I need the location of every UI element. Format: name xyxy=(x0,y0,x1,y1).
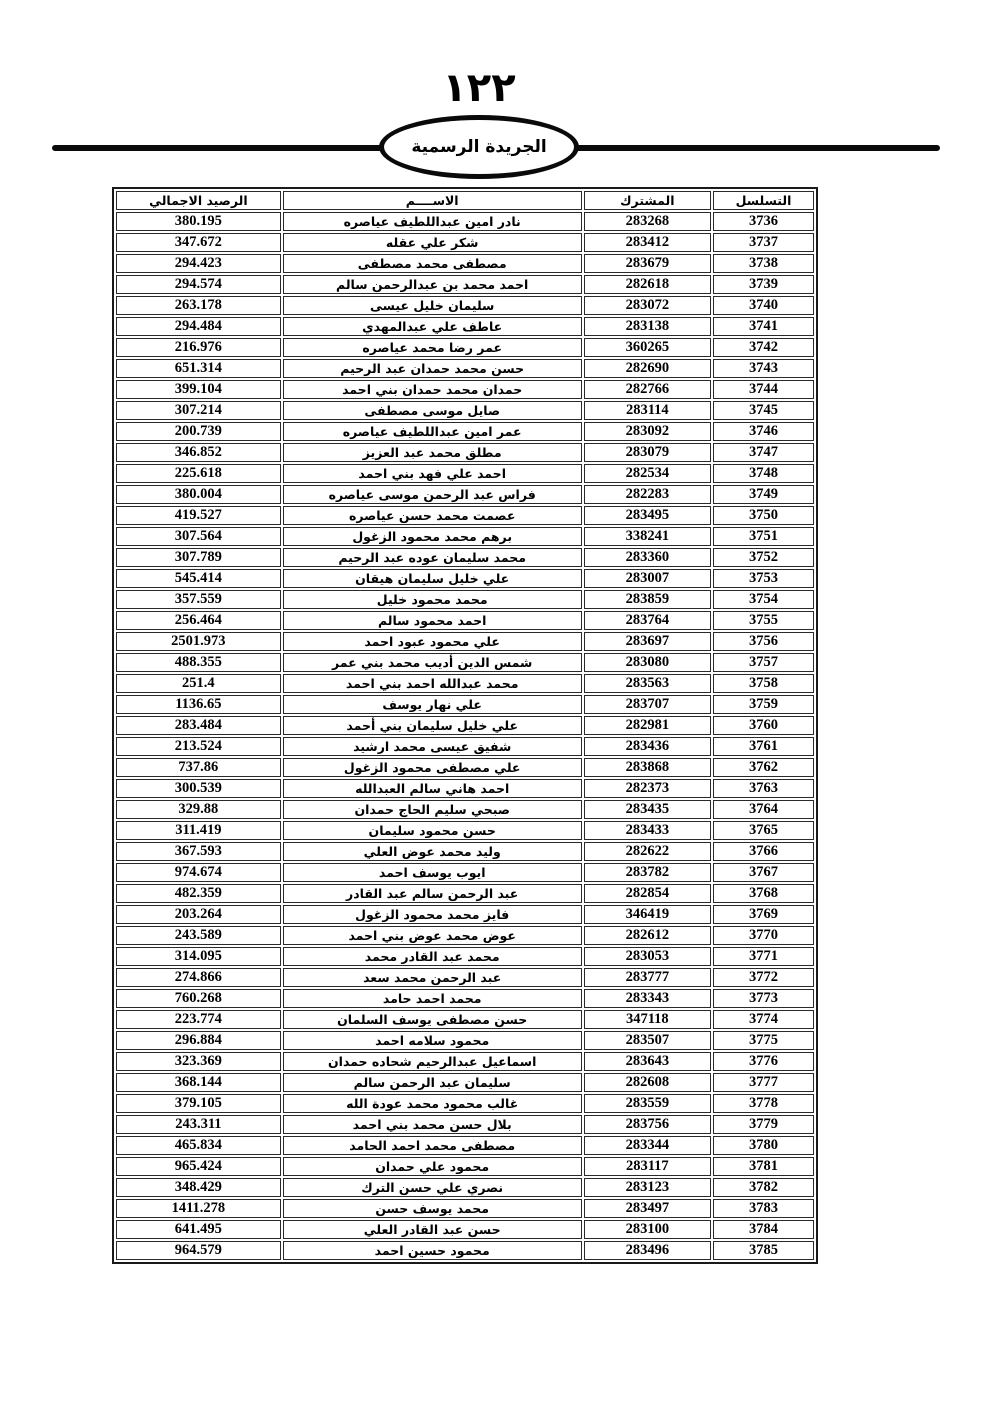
serial-cell: 3769 xyxy=(713,905,814,924)
subscriber-cell: 283563 xyxy=(584,674,711,693)
subscriber-cell: 282608 xyxy=(584,1073,711,1092)
name-cell: شكر علي عقله xyxy=(283,233,582,252)
serial-cell: 3778 xyxy=(713,1094,814,1113)
subscriber-cell: 283114 xyxy=(584,401,711,420)
serial-cell: 3738 xyxy=(713,254,814,273)
serial-cell: 3753 xyxy=(713,569,814,588)
subscriber-cell: 282854 xyxy=(584,884,711,903)
balance-cell: 651.314 xyxy=(116,359,281,378)
table-row xyxy=(116,884,814,903)
balance-cell: 545.414 xyxy=(116,569,281,588)
balance-cell: 243.589 xyxy=(116,926,281,945)
serial-cell: 3740 xyxy=(713,296,814,315)
name-cell: علي نهار يوسف xyxy=(283,695,582,714)
subscriber-cell: 283868 xyxy=(584,758,711,777)
subscriber-cell: 346419 xyxy=(584,905,711,924)
table-row xyxy=(116,653,814,672)
name-cell: حسن محمود سليمان xyxy=(283,821,582,840)
name-cell: احمد علي فهد بني احمد xyxy=(283,464,582,483)
table-row xyxy=(116,233,814,252)
serial-cell: 3779 xyxy=(713,1115,814,1134)
table-row xyxy=(116,590,814,609)
subscriber-cell: 283859 xyxy=(584,590,711,609)
balance-cell: 263.178 xyxy=(116,296,281,315)
balance-cell: 203.264 xyxy=(116,905,281,924)
name-cell: فراس عبد الرحمن موسى عياصره xyxy=(283,485,582,504)
subscriber-cell: 283053 xyxy=(584,947,711,966)
table-row xyxy=(116,632,814,651)
table-row xyxy=(116,989,814,1008)
balance-cell: 200.739 xyxy=(116,422,281,441)
header-balance: الرصيد الاجمالي xyxy=(116,191,281,210)
name-cell: نصري علي حسن الترك xyxy=(283,1178,582,1197)
table-row xyxy=(116,716,814,735)
table-row xyxy=(116,1010,814,1029)
name-cell: عاطف علي عبدالمهدي xyxy=(283,317,582,336)
subscriber-cell: 283117 xyxy=(584,1157,711,1176)
table-header-row xyxy=(116,191,814,210)
table-row xyxy=(116,611,814,630)
table-row xyxy=(116,527,814,546)
name-cell: حسن محمد حمدان عبد الرحيم xyxy=(283,359,582,378)
table-row xyxy=(116,1178,814,1197)
name-cell: حسن عبد القادر العلي xyxy=(283,1220,582,1239)
serial-cell: 3741 xyxy=(713,317,814,336)
name-cell: سليمان عبد الرحمن سالم xyxy=(283,1073,582,1092)
name-cell: محمد سليمان عوده عبد الرحيم xyxy=(283,548,582,567)
table-row xyxy=(116,926,814,945)
table-row xyxy=(116,758,814,777)
name-cell: سليمان خليل عيسى xyxy=(283,296,582,315)
serial-cell: 3760 xyxy=(713,716,814,735)
table-row xyxy=(116,422,814,441)
subscriber-cell: 360265 xyxy=(584,338,711,357)
serial-cell: 3766 xyxy=(713,842,814,861)
serial-cell: 3764 xyxy=(713,800,814,819)
balance-cell: 256.464 xyxy=(116,611,281,630)
name-cell: شمس الدين أديب محمد بني عمر xyxy=(283,653,582,672)
serial-cell: 3737 xyxy=(713,233,814,252)
table-row xyxy=(116,506,814,525)
subscriber-cell: 283360 xyxy=(584,548,711,567)
serial-cell: 3774 xyxy=(713,1010,814,1029)
name-cell: فايز محمد محمود الزغول xyxy=(283,905,582,924)
table-row xyxy=(116,674,814,693)
balance-cell: 311.419 xyxy=(116,821,281,840)
balance-cell: 294.574 xyxy=(116,275,281,294)
serial-cell: 3743 xyxy=(713,359,814,378)
table-row xyxy=(116,1136,814,1155)
table-row xyxy=(116,905,814,924)
table-row xyxy=(116,338,814,357)
table-row xyxy=(116,569,814,588)
name-cell: عبد الرحمن محمد سعد xyxy=(283,968,582,987)
header-serial: التسلسل xyxy=(713,191,814,210)
table-row xyxy=(116,842,814,861)
name-cell: محمود سلامه احمد xyxy=(283,1031,582,1050)
balance-cell: 964.579 xyxy=(116,1241,281,1260)
balance-cell: 213.524 xyxy=(116,737,281,756)
balance-cell: 1411.278 xyxy=(116,1199,281,1218)
subscriber-cell: 283072 xyxy=(584,296,711,315)
name-cell: عصمت محمد حسن عياصره xyxy=(283,506,582,525)
balance-cell: 347.672 xyxy=(116,233,281,252)
name-cell: نادر امين عبداللطيف عياصره xyxy=(283,212,582,231)
gazette-title: الجريدة الرسمية xyxy=(411,137,547,157)
name-cell: علي محمود عبود احمد xyxy=(283,632,582,651)
name-cell: عوض محمد عوض بني احمد xyxy=(283,926,582,945)
subscriber-cell: 282690 xyxy=(584,359,711,378)
serial-cell: 3744 xyxy=(713,380,814,399)
subscriber-cell: 338241 xyxy=(584,527,711,546)
subscriber-cell: 283756 xyxy=(584,1115,711,1134)
table-row xyxy=(116,1220,814,1239)
name-cell: حسن مصطفى يوسف السلمان xyxy=(283,1010,582,1029)
subscribers-table xyxy=(112,187,818,1264)
balance-cell: 323.369 xyxy=(116,1052,281,1071)
serial-cell: 3771 xyxy=(713,947,814,966)
name-cell: علي مصطفى محمود الزغول xyxy=(283,758,582,777)
table-row xyxy=(116,317,814,336)
subscriber-cell: 283707 xyxy=(584,695,711,714)
subscriber-cell: 282622 xyxy=(584,842,711,861)
table-row xyxy=(116,863,814,882)
table-row xyxy=(116,1115,814,1134)
serial-cell: 3776 xyxy=(713,1052,814,1071)
table-row xyxy=(116,1073,814,1092)
serial-cell: 3750 xyxy=(713,506,814,525)
serial-cell: 3763 xyxy=(713,779,814,798)
balance-cell: 294.484 xyxy=(116,317,281,336)
balance-cell: 307.789 xyxy=(116,548,281,567)
balance-cell: 482.359 xyxy=(116,884,281,903)
table-row xyxy=(116,737,814,756)
name-cell: محمد عبد القادر محمد xyxy=(283,947,582,966)
balance-cell: 465.834 xyxy=(116,1136,281,1155)
table-row xyxy=(116,212,814,231)
balance-cell: 307.214 xyxy=(116,401,281,420)
balance-cell: 737.86 xyxy=(116,758,281,777)
name-cell: صايل موسى مصطفى xyxy=(283,401,582,420)
balance-cell: 223.774 xyxy=(116,1010,281,1029)
table-row xyxy=(116,548,814,567)
serial-cell: 3757 xyxy=(713,653,814,672)
page-number: ١٢٢ xyxy=(442,65,516,111)
table-row xyxy=(116,947,814,966)
serial-cell: 3745 xyxy=(713,401,814,420)
balance-cell: 225.618 xyxy=(116,464,281,483)
balance-cell: 274.866 xyxy=(116,968,281,987)
name-cell: محمد محمود خليل xyxy=(283,590,582,609)
name-cell: محمد عبدالله احمد بني احمد xyxy=(283,674,582,693)
header-name: الاســــم xyxy=(283,191,582,210)
subscriber-cell: 283079 xyxy=(584,443,711,462)
serial-cell: 3751 xyxy=(713,527,814,546)
serial-cell: 3782 xyxy=(713,1178,814,1197)
table-row xyxy=(116,1094,814,1113)
serial-cell: 3746 xyxy=(713,422,814,441)
serial-cell: 3758 xyxy=(713,674,814,693)
name-cell: بلال حسن محمد بني احمد xyxy=(283,1115,582,1134)
balance-cell: 357.559 xyxy=(116,590,281,609)
subscriber-cell: 283268 xyxy=(584,212,711,231)
balance-cell: 307.564 xyxy=(116,527,281,546)
subscriber-cell: 282534 xyxy=(584,464,711,483)
serial-cell: 3781 xyxy=(713,1157,814,1176)
name-cell: مطلق محمد عبد العزيز xyxy=(283,443,582,462)
subscriber-cell: 283777 xyxy=(584,968,711,987)
balance-cell: 1136.65 xyxy=(116,695,281,714)
serial-cell: 3785 xyxy=(713,1241,814,1260)
balance-cell: 346.852 xyxy=(116,443,281,462)
table-row xyxy=(116,1157,814,1176)
name-cell: محمد يوسف حسن xyxy=(283,1199,582,1218)
name-cell: مصطفى محمد مصطفى xyxy=(283,254,582,273)
balance-cell: 296.884 xyxy=(116,1031,281,1050)
subscriber-cell: 283435 xyxy=(584,800,711,819)
balance-cell: 294.423 xyxy=(116,254,281,273)
balance-cell: 329.88 xyxy=(116,800,281,819)
name-cell: محمود حسين احمد xyxy=(283,1241,582,1260)
balance-cell: 488.355 xyxy=(116,653,281,672)
subscriber-cell: 283138 xyxy=(584,317,711,336)
name-cell: صبحي سليم الحاج حمدان xyxy=(283,800,582,819)
table-row xyxy=(116,443,814,462)
balance-cell: 399.104 xyxy=(116,380,281,399)
subscriber-cell: 347118 xyxy=(584,1010,711,1029)
serial-cell: 3742 xyxy=(713,338,814,357)
subscriber-cell: 282373 xyxy=(584,779,711,798)
table-row xyxy=(116,275,814,294)
table-row xyxy=(116,695,814,714)
balance-cell: 974.674 xyxy=(116,863,281,882)
balance-cell: 2501.973 xyxy=(116,632,281,651)
balance-cell: 367.593 xyxy=(116,842,281,861)
serial-cell: 3773 xyxy=(713,989,814,1008)
serial-cell: 3747 xyxy=(713,443,814,462)
name-cell: مصطفى محمد احمد الحامد xyxy=(283,1136,582,1155)
serial-cell: 3767 xyxy=(713,863,814,882)
name-cell: وليد محمد عوض العلي xyxy=(283,842,582,861)
subscribers-table-wrap xyxy=(112,187,818,1264)
name-cell: احمد محمود سالم xyxy=(283,611,582,630)
header-subscriber: المشترك xyxy=(584,191,711,210)
table-row xyxy=(116,968,814,987)
name-cell: عمر رضا محمد عياصره xyxy=(283,338,582,357)
table-row xyxy=(116,254,814,273)
name-cell: محمد احمد حامد xyxy=(283,989,582,1008)
subscriber-cell: 283092 xyxy=(584,422,711,441)
serial-cell: 3736 xyxy=(713,212,814,231)
table-row xyxy=(116,800,814,819)
balance-cell: 368.144 xyxy=(116,1073,281,1092)
serial-cell: 3772 xyxy=(713,968,814,987)
subscriber-cell: 282283 xyxy=(584,485,711,504)
balance-cell: 314.095 xyxy=(116,947,281,966)
serial-cell: 3783 xyxy=(713,1199,814,1218)
balance-cell: 380.004 xyxy=(116,485,281,504)
balance-cell: 348.429 xyxy=(116,1178,281,1197)
serial-cell: 3748 xyxy=(713,464,814,483)
subscriber-cell: 283559 xyxy=(584,1094,711,1113)
serial-cell: 3784 xyxy=(713,1220,814,1239)
name-cell: عمر امين عبداللطيف عياصره xyxy=(283,422,582,441)
table-row xyxy=(116,401,814,420)
table-row xyxy=(116,1031,814,1050)
subscriber-cell: 283412 xyxy=(584,233,711,252)
subscriber-cell: 283436 xyxy=(584,737,711,756)
balance-cell: 641.495 xyxy=(116,1220,281,1239)
subscriber-cell: 283764 xyxy=(584,611,711,630)
balance-cell: 251.4 xyxy=(116,674,281,693)
serial-cell: 3777 xyxy=(713,1073,814,1092)
name-cell: احمد هاني سالم العبدالله xyxy=(283,779,582,798)
table-row xyxy=(116,296,814,315)
subscriber-cell: 283100 xyxy=(584,1220,711,1239)
subscriber-cell: 282766 xyxy=(584,380,711,399)
subscriber-cell: 283507 xyxy=(584,1031,711,1050)
table-row xyxy=(116,464,814,483)
balance-cell: 300.539 xyxy=(116,779,281,798)
serial-cell: 3755 xyxy=(713,611,814,630)
subscriber-cell: 282981 xyxy=(584,716,711,735)
serial-cell: 3754 xyxy=(713,590,814,609)
table-row xyxy=(116,380,814,399)
name-cell: ايوب يوسف احمد xyxy=(283,863,582,882)
name-cell: محمود علي حمدان xyxy=(283,1157,582,1176)
balance-cell: 283.484 xyxy=(116,716,281,735)
name-cell: عبد الرحمن سالم عبد القادر xyxy=(283,884,582,903)
serial-cell: 3768 xyxy=(713,884,814,903)
serial-cell: 3759 xyxy=(713,695,814,714)
table-row xyxy=(116,359,814,378)
subscriber-cell: 283433 xyxy=(584,821,711,840)
serial-cell: 3775 xyxy=(713,1031,814,1050)
table-row xyxy=(116,779,814,798)
balance-cell: 419.527 xyxy=(116,506,281,525)
subscriber-cell: 283080 xyxy=(584,653,711,672)
subscriber-cell: 283007 xyxy=(584,569,711,588)
table-row xyxy=(116,1241,814,1260)
serial-cell: 3761 xyxy=(713,737,814,756)
subscriber-cell: 283697 xyxy=(584,632,711,651)
subscriber-cell: 283497 xyxy=(584,1199,711,1218)
serial-cell: 3749 xyxy=(713,485,814,504)
balance-cell: 760.268 xyxy=(116,989,281,1008)
subscriber-cell: 283679 xyxy=(584,254,711,273)
balance-cell: 243.311 xyxy=(116,1115,281,1134)
table-body xyxy=(116,212,814,1260)
name-cell: حمدان محمد حمدان بني احمد xyxy=(283,380,582,399)
name-cell: اسماعيل عبدالرحيم شحاده حمدان xyxy=(283,1052,582,1071)
serial-cell: 3739 xyxy=(713,275,814,294)
serial-cell: 3756 xyxy=(713,632,814,651)
name-cell: شفيق عيسى محمد ارشيد xyxy=(283,737,582,756)
subscriber-cell: 283343 xyxy=(584,989,711,1008)
table-row xyxy=(116,821,814,840)
table-row xyxy=(116,485,814,504)
balance-cell: 216.976 xyxy=(116,338,281,357)
banner-ellipse xyxy=(379,115,579,179)
subscriber-cell: 283123 xyxy=(584,1178,711,1197)
subscriber-cell: 283495 xyxy=(584,506,711,525)
name-cell: علي خليل سليمان بني أحمد xyxy=(283,716,582,735)
subscriber-cell: 282612 xyxy=(584,926,711,945)
serial-cell: 3765 xyxy=(713,821,814,840)
table-row xyxy=(116,1052,814,1071)
balance-cell: 380.195 xyxy=(116,212,281,231)
subscriber-cell: 283643 xyxy=(584,1052,711,1071)
name-cell: برهم محمد محمود الزغول xyxy=(283,527,582,546)
name-cell: علي خليل سليمان هيقان xyxy=(283,569,582,588)
subscriber-cell: 283782 xyxy=(584,863,711,882)
subscriber-cell: 283344 xyxy=(584,1136,711,1155)
serial-cell: 3762 xyxy=(713,758,814,777)
serial-cell: 3770 xyxy=(713,926,814,945)
subscriber-cell: 283496 xyxy=(584,1241,711,1260)
balance-cell: 379.105 xyxy=(116,1094,281,1113)
serial-cell: 3752 xyxy=(713,548,814,567)
subscriber-cell: 282618 xyxy=(584,275,711,294)
balance-cell: 965.424 xyxy=(116,1157,281,1176)
name-cell: غالب محمود محمد عودة الله xyxy=(283,1094,582,1113)
name-cell: احمد محمد بن عبدالرحمن سالم xyxy=(283,275,582,294)
table-row xyxy=(116,1199,814,1218)
serial-cell: 3780 xyxy=(713,1136,814,1155)
